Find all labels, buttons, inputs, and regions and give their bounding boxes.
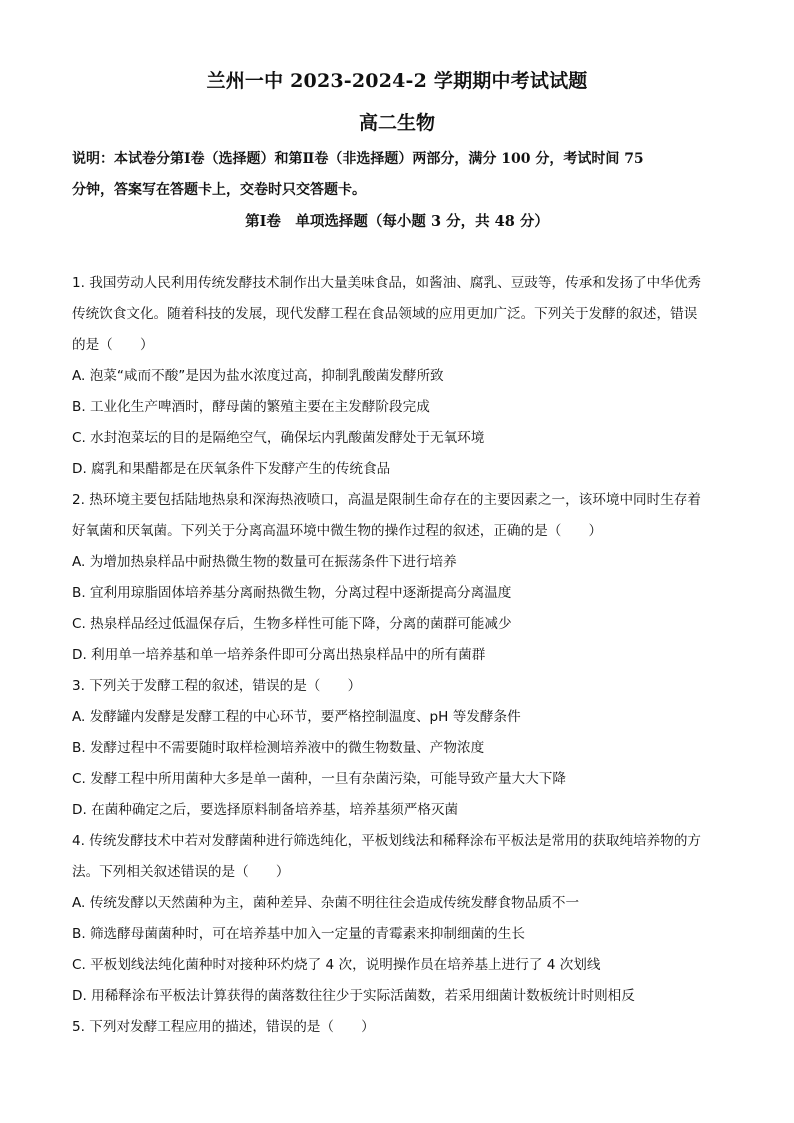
question-4-option-d: D. 用稀释涂布平板法计算获得的菌落数往往少于实际活菌数，若采用细菌计数板统计时则相反 xyxy=(72,988,635,1004)
question-1-stem-line-2: 传统饮食文化。随着科技的发展，现代发酵工程在食品领域的应用更加广泛。下列关于发酵的叙述，错误 xyxy=(72,306,698,322)
question-1-stem-line-3: 的是（ ） xyxy=(72,337,154,353)
question-1-option-c: C. 水封泡菜坛的目的是隔绝空气，确保坛内乳酸菌发酵处于无氧环境 xyxy=(72,430,485,446)
instructions-line-1: 说明：本试卷分第Ⅰ卷（选择题）和第Ⅱ卷（非选择题）两部分，满分 100 分，考试时间 75 xyxy=(72,151,644,167)
question-2-option-b: B. 宜利用琼脂固体培养基分离耐热微生物，分离过程中逐渐提高分离温度 xyxy=(72,585,512,601)
question-4-option-a: A. 传统发酵以天然菌种为主，菌种差异、杂菌不明往往会造成传统发酵食物品质不一 xyxy=(72,895,580,911)
question-3-stem-line-1: 3. 下列关于发酵工程的叙述，错误的是（ ） xyxy=(72,678,362,694)
question-2-option-d: D. 利用单一培养基和单一培养条件即可分离出热泉样品中的所有菌群 xyxy=(72,647,486,663)
question-3-option-d: D. 在菌种确定之后，要选择原料制备培养基，培养基须严格灭菌 xyxy=(72,802,459,818)
question-2-stem-line-1: 2. 热环境主要包括陆地热泉和深海热液喷口，高温是限制生命存在的主要因素之一，该环境中同时生存着 xyxy=(72,492,702,508)
question-2-option-a: A. 为增加热泉样品中耐热微生物的数量可在振荡条件下进行培养 xyxy=(72,554,457,570)
exam-title: 兰州一中 2023-2024-2 学期期中考试试题 xyxy=(206,70,588,92)
instructions-line-2: 分钟，答案写在答题卡上，交卷时只交答题卡。 xyxy=(72,182,366,198)
exam-subject: 高二生物 xyxy=(358,112,435,134)
question-2-stem-line-2: 好氧菌和厌氧菌。下列关于分离高温环境中微生物的操作过程的叙述，正确的是（ ） xyxy=(72,523,603,539)
question-4-stem-line-2: 法。下列相关叙述错误的是（ ） xyxy=(72,864,290,880)
question-1-stem-line-1: 1. 我国劳动人民利用传统发酵技术制作出大量美味食品，如酱油、腐乳、豆豉等，传承和发扬了中华优秀 xyxy=(72,275,702,291)
question-1-option-b: B. 工业化生产啤酒时，酵母菌的繁殖主要在主发酵阶段完成 xyxy=(72,399,430,415)
question-4-option-b: B. 筛选酵母菌菌种时，可在培养基中加入一定量的青霉素来抑制细菌的生长 xyxy=(72,926,525,942)
question-3-option-b: B. 发酵过程中不需要随时取样检测培养液中的微生物数量、产物浓度 xyxy=(72,740,485,756)
question-2-option-c: C. 热泉样品经过低温保存后，生物多样性可能下降，分离的菌群可能减少 xyxy=(72,616,512,632)
question-1-option-a: A. 泡菜“咸而不酸”是因为盐水浓度过高，抑制乳酸菌发酵所致 xyxy=(72,368,444,384)
section-heading: 第Ⅰ卷 单项选择题（每小题 3 分，共 48 分） xyxy=(245,213,549,230)
question-4-stem-line-1: 4. 传统发酵技术中若对发酵菌种进行筛选纯化，平板划线法和稀释涂布平板法是常用的获取纯培养物的方 xyxy=(72,833,702,849)
question-5-stem-line-1: 5. 下列对发酵工程应用的描述，错误的是（ ） xyxy=(72,1019,375,1035)
question-3-option-c: C. 发酵工程中所用菌种大多是单一菌种，一旦有杂菌污染，可能导致产量大大下降 xyxy=(72,771,566,787)
question-3-option-a: A. 发酵罐内发酵是发酵工程的中心环节，要严格控制温度、pH 等发酵条件 xyxy=(72,709,521,725)
question-4-option-c: C. 平板划线法纯化菌种时对接种环灼烧了 4 次，说明操作员在培养基上进行了 4 次划线 xyxy=(72,957,601,973)
question-1-option-d: D. 腐乳和果醋都是在厌氧条件下发酵产生的传统食品 xyxy=(72,461,391,477)
